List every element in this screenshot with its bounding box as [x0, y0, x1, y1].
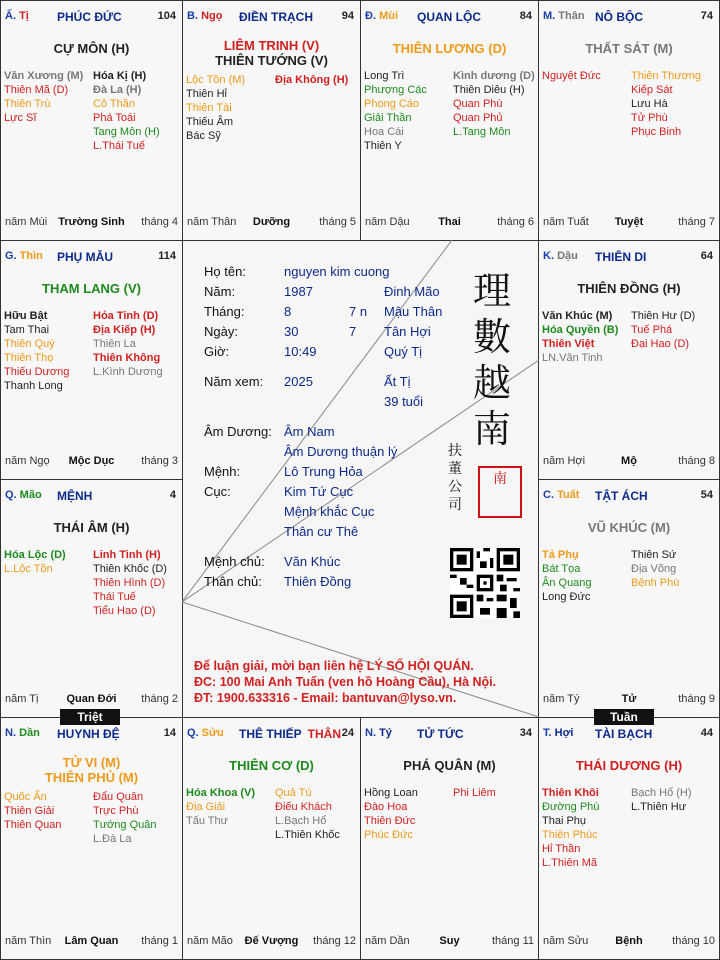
- palace-can-chi: Q. Sửu: [187, 727, 224, 739]
- main-star: THẤT SÁT (M): [585, 41, 673, 56]
- minor-star: Giải Thần: [364, 112, 412, 124]
- minor-star: Tam Thai: [4, 324, 50, 336]
- value-menh-chu: Văn Khúc: [284, 554, 341, 569]
- minor-star: Hỉ Thần: [542, 843, 581, 855]
- value-ngay: 30: [284, 324, 299, 339]
- palace-name: HUYNH ĐỆ: [57, 727, 120, 741]
- palace-month: tháng 8: [678, 455, 715, 467]
- minor-star: Tiểu Hao (D): [93, 605, 156, 617]
- value-cuc-relation: Mệnh khắc Cục: [284, 504, 375, 519]
- main-star: CỰ MÔN (H): [53, 41, 130, 56]
- minor-star: Điếu Khách: [275, 801, 332, 813]
- palace-year: năm Tị: [5, 693, 39, 705]
- palace-name: THIÊN DI: [595, 250, 647, 264]
- minor-star: Thiên La: [93, 338, 136, 350]
- minor-star: Hồng Loan: [364, 787, 418, 799]
- minor-star: Lực Sĩ: [4, 112, 37, 124]
- minor-star: Đào Hoa: [364, 801, 408, 813]
- minor-star: L.Thái Tuế: [93, 140, 145, 152]
- value-tuoi: 39 tuổi: [384, 394, 424, 409]
- value-ho-ten: nguyen kim cuong: [284, 264, 390, 279]
- palace-name: PHỤ MẪU: [57, 250, 113, 264]
- palace-header: [187, 10, 356, 26]
- palace-cell-dan: [0, 717, 183, 960]
- minor-stars-right: [93, 69, 160, 153]
- minor-star: Địa Võng: [631, 563, 677, 575]
- palace-footer: [5, 216, 178, 230]
- palace-age: 94: [341, 10, 354, 22]
- triet-marker: Triệt: [60, 709, 120, 725]
- minor-star: Hỏa Tinh (D): [93, 310, 159, 322]
- qr-code-icon[interactable]: [450, 548, 520, 618]
- minor-star: Hóa Quyền (B): [542, 324, 619, 336]
- minor-star: Thai Phụ: [542, 815, 587, 827]
- palace-footer: [365, 216, 534, 230]
- minor-star: Phong Cáo: [364, 98, 420, 110]
- minor-star: L.Lộc Tồn: [4, 563, 53, 575]
- truong-sinh-stage: Quan Đới: [66, 693, 117, 705]
- minor-stars-left: [4, 548, 66, 576]
- palace-cell-ty2: [360, 717, 539, 960]
- main-star: PHÁ QUÂN (M): [403, 758, 496, 773]
- minor-star: Quốc Ấn: [4, 791, 47, 803]
- palace-cell-suu: [182, 717, 361, 960]
- main-star: THIÊN ĐỒNG (H): [577, 281, 681, 296]
- minor-star: Đẩu Quân: [93, 791, 144, 803]
- value-thang: 8: [284, 304, 292, 319]
- value-nam-xem: 2025: [284, 374, 313, 389]
- palace-year: năm Tuất: [543, 216, 589, 228]
- palace-month: tháng 6: [497, 216, 534, 228]
- truong-sinh-stage: Tử: [621, 693, 637, 705]
- main-star: LIÊM TRINH (V): [223, 38, 320, 53]
- minor-star: Thiên Giải: [4, 805, 55, 817]
- minor-star: Tả Phụ: [542, 549, 579, 561]
- minor-star: Thiên Sứ: [631, 549, 677, 561]
- minor-star: Thiên Thương: [631, 70, 702, 82]
- palace-year: năm Sửu: [543, 935, 589, 947]
- minor-star: Thanh Long: [4, 380, 63, 392]
- palace-can-chi: B. Ngọ: [187, 10, 223, 22]
- minor-star: Bệnh Phù: [631, 577, 680, 589]
- palace-can-chi: C. Tuất: [543, 489, 580, 501]
- label-menh-chu: Mệnh chủ:: [204, 554, 265, 569]
- truong-sinh-stage: Tuyệt: [614, 216, 644, 228]
- truong-sinh-stage: Trường Sinh: [58, 216, 125, 228]
- palace-can-chi: K. Dậu: [543, 250, 578, 262]
- minor-stars-right: [631, 786, 692, 814]
- value-menh: Lô Trung Hỏa: [284, 464, 363, 479]
- minor-star: Địa Kiếp (H): [93, 324, 156, 336]
- label-ho-ten: Họ tên:: [204, 264, 246, 279]
- palace-footer: [187, 935, 356, 949]
- palace-cell-ty: [0, 0, 183, 241]
- tuan-marker: Tuần: [594, 709, 654, 725]
- palace-header: [543, 727, 715, 743]
- truong-sinh-stage: Thai: [438, 216, 461, 228]
- palace-month: tháng 2: [141, 693, 178, 705]
- palace-can-chi: T. Hợi: [543, 727, 574, 739]
- label-menh: Mệnh:: [204, 464, 241, 479]
- value-thang-canchi: Mậu Thân: [384, 304, 443, 319]
- main-star: TỬ VI (M): [62, 755, 121, 770]
- palace-header: [5, 10, 178, 26]
- minor-star: L.Đà La: [93, 833, 132, 845]
- minor-stars-right: [631, 69, 701, 139]
- palace-month: tháng 10: [672, 935, 715, 947]
- palace-cell-mui: [360, 0, 539, 241]
- minor-star: Thiên Trù: [4, 98, 51, 110]
- minor-stars-left: [4, 309, 69, 393]
- minor-stars-right: [93, 790, 157, 846]
- minor-star: Tử Phù: [631, 112, 668, 124]
- palace-header: [543, 489, 715, 505]
- truong-sinh-stage: Đế Vượng: [244, 935, 299, 947]
- palace-year: năm Thân: [187, 216, 237, 228]
- palace-name: THÊ THIẾP THÂN: [239, 727, 341, 741]
- minor-stars-right: [275, 786, 340, 842]
- palace-month: tháng 12: [313, 935, 356, 947]
- palace-name: TỬ TỨC: [417, 727, 464, 741]
- palace-age: 74: [700, 10, 713, 22]
- palace-age: 64: [700, 250, 713, 262]
- label-ngay: Ngày:: [204, 324, 238, 339]
- minor-star: Thiếu Dương: [4, 366, 70, 378]
- palace-year: năm Thìn: [5, 935, 52, 947]
- palace-footer: [187, 216, 356, 230]
- palace-header: [187, 727, 356, 743]
- minor-stars-left: [542, 786, 599, 870]
- minor-star: Nguyệt Đức: [542, 70, 601, 82]
- palace-year: năm Mùi: [5, 216, 48, 228]
- palace-age: 4: [169, 489, 176, 501]
- label-nam-xem: Năm xem:: [204, 374, 264, 389]
- palace-cell-tuat: [538, 479, 720, 718]
- value-ngay-am: 7: [349, 324, 357, 339]
- truong-sinh-stage: Dưỡng: [252, 216, 291, 228]
- value-gio-canchi: Quý Tị: [384, 344, 423, 359]
- label-thang: Tháng:: [204, 304, 245, 319]
- minor-star: Thiên Khốc (D): [93, 563, 167, 575]
- minor-star: L.Kình Dương: [93, 366, 163, 378]
- minor-stars-right: [453, 69, 535, 139]
- palace-year: năm Tý: [543, 693, 580, 705]
- minor-star: Thiên Việt: [542, 338, 595, 350]
- minor-stars-right: [93, 548, 167, 618]
- minor-star: Phá Toái: [93, 112, 136, 124]
- palace-age: 14: [163, 727, 176, 739]
- minor-star: Thiên Diêu (H): [453, 84, 525, 96]
- main-star: THAM LANG (V): [42, 281, 141, 296]
- value-than-cu: Thân cư Thê: [284, 524, 359, 539]
- minor-stars-right: [93, 309, 163, 379]
- minor-star: Thiên Tài: [186, 102, 232, 114]
- palace-footer: [5, 935, 178, 949]
- palace-can-chi: M. Thân: [543, 10, 585, 22]
- label-gio: Giờ:: [204, 344, 230, 359]
- minor-star: Hữu Bật: [4, 310, 48, 322]
- value-ngay-canchi: Tân Hợi: [384, 324, 431, 339]
- minor-stars-right: [275, 73, 348, 87]
- minor-star: Hóa Lộc (D): [4, 549, 66, 561]
- palace-name: TÀI BẠCH: [595, 727, 653, 741]
- minor-star: LN.Văn Tinh: [542, 352, 603, 364]
- minor-star: Đường Phù: [542, 801, 600, 813]
- palace-footer: [543, 693, 715, 707]
- palace-can-chi: Ấ. Tị: [5, 10, 29, 22]
- minor-star: Bạch Hổ (H): [631, 787, 692, 799]
- minor-star: Địa Không (H): [275, 74, 349, 86]
- minor-stars-left: [542, 309, 618, 365]
- palace-can-chi: Q. Mão: [5, 489, 42, 501]
- palace-header: [365, 10, 534, 26]
- minor-stars-left: [186, 786, 255, 828]
- truong-sinh-stage: Mộc Dục: [68, 455, 115, 467]
- palace-year: năm Dậu: [365, 216, 410, 228]
- minor-star: Thiên Thọ: [4, 352, 54, 364]
- palace-name: QUAN LỘC: [417, 10, 481, 24]
- minor-star: Tấu Thư: [186, 815, 229, 827]
- palace-month: tháng 1: [141, 935, 178, 947]
- minor-star: Quan Phù: [453, 98, 503, 110]
- palace-cell-dau: [538, 240, 720, 480]
- palace-cell-ngo: [182, 0, 361, 241]
- minor-star: Thiếu Âm: [186, 116, 234, 128]
- palace-cell-mao: [0, 479, 183, 718]
- minor-star: Thiên Hỉ: [186, 88, 227, 100]
- contact-line-1: Để luận giải, mời bạn liên hệ LÝ SỐ HỘI QUÁN.: [194, 659, 474, 673]
- truong-sinh-stage: Suy: [439, 935, 460, 947]
- minor-star: Hóa Khoa (V): [186, 787, 256, 799]
- palace-year: năm Ngọ: [5, 455, 50, 467]
- palace-age: 54: [700, 489, 713, 501]
- minor-star: Long Trì: [364, 70, 405, 82]
- truong-sinh-stage: Lâm Quan: [64, 935, 119, 947]
- center-info-panel: [182, 240, 539, 717]
- palace-name: NÔ BỘC: [595, 10, 643, 24]
- palace-header: [5, 727, 178, 743]
- minor-star: Ân Quang: [542, 577, 592, 589]
- contact-info: [194, 658, 496, 706]
- minor-star: Thiên Đức: [364, 815, 416, 827]
- than-palace-label: THÂN: [307, 727, 341, 741]
- minor-star: Quan Phủ: [453, 112, 503, 124]
- palace-footer: [5, 693, 178, 707]
- minor-stars-left: [364, 786, 418, 842]
- main-star: THIÊN LƯƠNG (D): [392, 41, 507, 56]
- minor-stars-left: [364, 69, 427, 153]
- main-star: THÁI DƯƠNG (H): [575, 758, 683, 773]
- minor-star: Thiên Phúc: [542, 829, 598, 841]
- minor-star: Kình dương (D): [453, 70, 535, 82]
- palace-age: 84: [519, 10, 532, 22]
- palace-footer: [543, 935, 715, 949]
- minor-star: Tang Môn (H): [93, 126, 160, 138]
- minor-star: Đại Hao (D): [631, 338, 690, 350]
- main-star: THIÊN PHỦ (M): [44, 770, 139, 785]
- palace-header: [543, 10, 715, 26]
- minor-star: Thiên Mã (D): [4, 84, 69, 96]
- minor-star: Thiên Không: [93, 352, 161, 364]
- minor-star: Văn Xương (M): [4, 70, 84, 82]
- value-gio: 10:49: [284, 344, 317, 359]
- main-star: THIÊN CƠ (D): [229, 758, 314, 773]
- minor-star: Hoa Cái: [364, 126, 404, 138]
- palace-footer: [365, 935, 534, 949]
- minor-star: Thiên Quý: [4, 338, 55, 350]
- palace-cell-hoi: [538, 717, 720, 960]
- palace-name: ĐIỀN TRẠCH: [239, 10, 313, 24]
- minor-star: Phúc Đức: [364, 829, 413, 841]
- palace-month: tháng 5: [319, 216, 356, 228]
- contact-phone-email[interactable]: ĐT: 1900.633316 - Email: bantuvan@lyso.vn.: [194, 691, 457, 705]
- palace-month: tháng 11: [491, 935, 534, 947]
- minor-star: Thiên Hình (D): [93, 577, 166, 589]
- label-than-chu: Thân chủ:: [204, 574, 262, 589]
- palace-header: [5, 250, 178, 266]
- minor-star: Địa Giải: [186, 801, 226, 813]
- minor-stars-left: [186, 73, 245, 143]
- red-seal-stamp: 南: [478, 466, 522, 518]
- truong-sinh-stage: Mộ: [621, 455, 637, 467]
- palace-month: tháng 4: [141, 216, 178, 228]
- value-than-chu: Thiên Đồng: [284, 574, 352, 589]
- minor-star: Văn Khúc (M): [542, 310, 613, 322]
- value-nam-xem-canchi: Ất Tị: [384, 374, 411, 389]
- main-star: THÁI ÂM (H): [53, 520, 130, 535]
- minor-star: L.Thiên Hư: [631, 801, 687, 813]
- minor-star: Tướng Quân: [93, 819, 157, 831]
- minor-star: Tuế Phá: [631, 324, 673, 336]
- palace-age: 104: [157, 10, 176, 22]
- minor-star: Bác Sỹ: [186, 130, 221, 142]
- value-nam: 1987: [284, 284, 313, 299]
- palace-can-chi: G. Thìn: [5, 250, 43, 262]
- minor-star: Lộc Tồn (M): [186, 74, 246, 86]
- palace-age: 34: [519, 727, 532, 739]
- label-nam: Năm:: [204, 284, 236, 299]
- palace-footer: [543, 455, 715, 469]
- minor-stars-right: [453, 786, 496, 800]
- minor-star: Cô Thần: [93, 98, 135, 110]
- logo-side-text: 扶董公司: [448, 443, 462, 513]
- palace-name: PHÚC ĐỨC: [57, 10, 122, 24]
- minor-star: L.Bạch Hổ: [275, 815, 327, 827]
- palace-name: TẬT ÁCH: [595, 489, 648, 503]
- palace-can-chi: N. Dần: [5, 727, 40, 739]
- minor-star: Thiên Khôi: [542, 787, 599, 799]
- palace-age: 114: [158, 250, 176, 262]
- minor-stars-right: [631, 309, 695, 351]
- minor-star: Đà La (H): [93, 84, 142, 96]
- minor-star: Thiên Y: [364, 140, 402, 152]
- palace-age: 24: [341, 727, 354, 739]
- minor-star: L.Thiên Khốc: [275, 829, 340, 841]
- minor-star: L.Tang Môn: [453, 126, 511, 138]
- palace-footer: [5, 455, 178, 469]
- logo-calligraphy: 理數越南: [472, 269, 511, 451]
- palace-year: năm Dần: [365, 935, 410, 947]
- minor-stars-right: [631, 548, 679, 590]
- minor-stars-left: [4, 790, 61, 832]
- palace-year: năm Mão: [187, 935, 233, 947]
- palace-can-chi: Đ. Mùi: [365, 10, 399, 22]
- palace-header: [543, 250, 715, 266]
- palace-footer: [543, 216, 715, 230]
- truong-sinh-stage: Bệnh: [615, 935, 643, 947]
- minor-star: Phi Liêm: [453, 787, 496, 799]
- minor-stars-left: [542, 548, 592, 604]
- minor-star: Kiếp Sát: [631, 84, 673, 96]
- palace-name: MỆNH: [57, 489, 93, 503]
- value-am-duong-ly: Âm Dương thuận lý: [284, 444, 398, 459]
- label-am-duong: Âm Dương:: [204, 424, 272, 439]
- minor-star: Lưu Hà: [631, 98, 668, 110]
- minor-star: Thái Tuế: [93, 591, 136, 603]
- value-cuc: Kim Tứ Cục: [284, 484, 354, 499]
- minor-star: Hóa Kị (H): [93, 70, 147, 82]
- palace-year: năm Hợi: [543, 455, 586, 467]
- palace-header: [5, 489, 178, 505]
- palace-month: tháng 3: [141, 455, 178, 467]
- main-star: THIÊN TƯỚNG (V): [215, 53, 328, 68]
- palace-cell-than: [538, 0, 720, 241]
- minor-star: Phục Binh: [631, 126, 682, 138]
- minor-star: Bát Tọa: [542, 563, 581, 575]
- minor-star: Quả Tú: [275, 787, 312, 799]
- value-am-duong: Âm Nam: [284, 424, 335, 439]
- palace-age: 44: [700, 727, 713, 739]
- palace-month: tháng 9: [678, 693, 715, 705]
- minor-star: Trực Phù: [93, 805, 139, 817]
- minor-star: Linh Tinh (H): [93, 549, 161, 561]
- value-thang-am: 7 n: [349, 304, 368, 319]
- palace-can-chi: N. Tý: [365, 727, 392, 739]
- palace-cell-thin: [0, 240, 183, 480]
- minor-star: Thiên Quan: [4, 819, 62, 831]
- minor-star: Thiên Hư (D): [631, 310, 696, 322]
- contact-address: ĐC: 100 Mai Anh Tuấn (ven hồ Hoàng Cầu), Hà Nội.: [194, 675, 497, 689]
- main-star: VŨ KHÚC (M): [587, 520, 671, 535]
- palace-header: [365, 727, 534, 743]
- minor-stars-left: [542, 69, 601, 83]
- label-cuc: Cục:: [204, 484, 231, 499]
- value-nam-canchi: Đinh Mão: [384, 284, 440, 299]
- minor-star: L.Thiên Mã: [542, 857, 598, 869]
- minor-stars-left: [4, 69, 83, 125]
- minor-star: Phượng Các: [364, 84, 427, 96]
- minor-star: Long Đức: [542, 591, 591, 603]
- palace-month: tháng 7: [678, 216, 715, 228]
